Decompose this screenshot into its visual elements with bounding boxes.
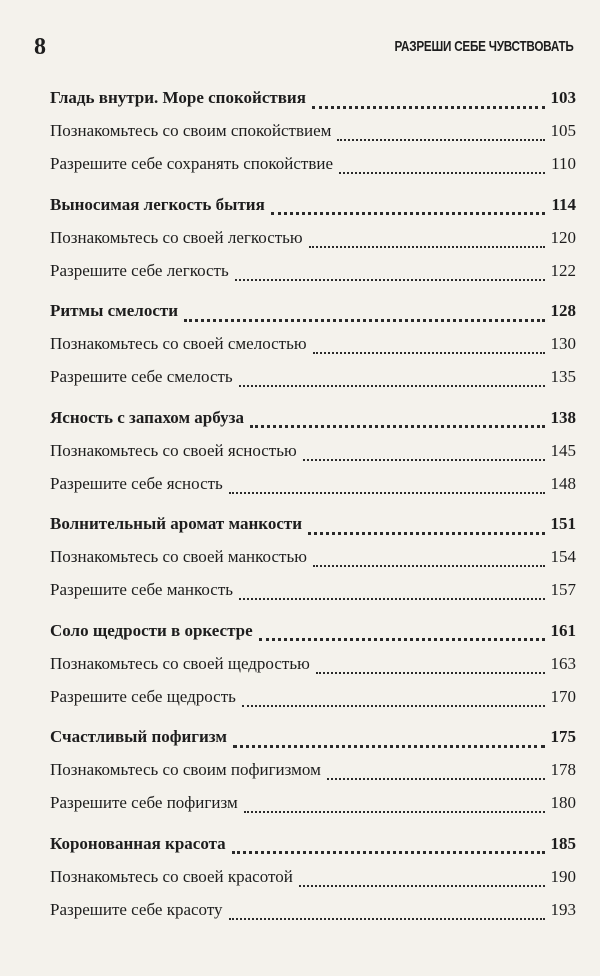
toc-entry-title: Разрешите себе сохранять спокойствие (50, 154, 333, 173)
toc-page-number: 178 (550, 760, 576, 779)
toc-section-row (50, 121, 576, 147)
toc-entry-title: Познакомьтесь со своей красотой (50, 866, 293, 886)
toc-page-number: 175 (550, 727, 576, 746)
toc-page-number: 190 (550, 866, 576, 886)
toc-page-number: 157 (550, 580, 576, 599)
toc-page-number: 105 (550, 121, 576, 140)
toc-entry-title: Познакомьтесь со своей манкостью (50, 547, 307, 566)
dot-leader (299, 885, 545, 887)
toc-section-row (50, 228, 576, 254)
toc-entry-title: Волнительный аромат манкости (50, 514, 303, 533)
toc-chapter-row (50, 88, 576, 114)
dot-leader (184, 319, 544, 322)
toc-entry-title: Разрешите себе пофигизм (50, 793, 238, 812)
dot-leader (316, 672, 545, 674)
dot-leader (271, 212, 546, 215)
toc-page-number: 120 (550, 227, 576, 247)
toc-entry-title: Соло щедрости в оркестре (50, 620, 253, 640)
dot-leader (337, 139, 544, 141)
toc-chapter-row (50, 727, 576, 753)
toc-entry-title: Разрешите себе ясность (50, 473, 223, 493)
toc-page-number: 163 (550, 653, 576, 673)
dot-leader (229, 918, 545, 920)
dot-leader (235, 279, 545, 281)
toc-section-row (50, 867, 576, 893)
toc-entry-title: Разрешите себе легкость (50, 260, 229, 280)
toc-entry-title: Разрешите себе красоту (50, 899, 223, 919)
toc-section-row (50, 793, 576, 819)
toc-entry-title: Разрешите себе смелость (50, 367, 233, 386)
dot-leader (303, 459, 545, 461)
toc-section-row (50, 334, 576, 360)
toc-page-number: 145 (550, 440, 576, 460)
toc-entry-title: Познакомьтесь со своим пофигизмом (50, 760, 321, 779)
toc-chapter-row (50, 195, 576, 221)
toc-section-row (50, 687, 576, 713)
toc-section-row (50, 760, 576, 786)
dot-leader (242, 705, 545, 707)
toc-page-number: 103 (550, 88, 576, 107)
toc-chapter-row (50, 301, 576, 327)
toc-chapter-row (50, 834, 576, 860)
toc-page-number: 110 (551, 154, 576, 173)
toc-page-number: 180 (550, 793, 576, 812)
dot-leader (339, 172, 545, 174)
toc-entry-title: Познакомьтесь со своей щедростью (50, 653, 310, 673)
toc-entry-title: Счастливый пофигизм (50, 727, 227, 746)
toc-section-row (50, 900, 576, 926)
toc-entry-title: Разрешите себе манкость (50, 580, 234, 599)
toc-entry-title: Коронованная красота (50, 833, 226, 853)
dot-leader (233, 745, 545, 748)
toc-section-row (50, 474, 576, 500)
toc-entry-title: Познакомьтесь со своим спокойствием (50, 121, 332, 140)
toc-page-number: 170 (550, 686, 576, 706)
toc-page-number: 130 (550, 334, 576, 353)
toc-chapter-row (50, 621, 576, 647)
dot-leader (313, 565, 545, 567)
toc-section-row (50, 580, 576, 606)
page-number: 8 (34, 34, 46, 60)
toc-page-number: 135 (550, 367, 576, 386)
dot-leader (229, 492, 545, 494)
dot-leader (244, 811, 545, 813)
toc-section-row (50, 654, 576, 680)
toc-section-row (50, 547, 576, 573)
toc-page-number: 138 (550, 407, 576, 427)
dot-leader (239, 598, 544, 600)
dot-leader (309, 246, 545, 248)
toc-section-row (50, 261, 576, 287)
toc-entry-title: Гладь внутри. Море спокойствия (50, 88, 306, 107)
toc-page-number: 151 (550, 514, 576, 533)
toc-page-number: 193 (550, 899, 576, 919)
toc-section-row (50, 441, 576, 467)
toc-page-number: 128 (550, 301, 576, 320)
toc-entry-title: Ясность с запахом арбуза (50, 407, 244, 427)
running-head: РАЗРЕШИ СЕБЕ ЧУВСТВОВАТЬ (394, 38, 574, 55)
toc-section-row (50, 367, 576, 393)
toc-entry-title: Познакомьтесь со своей смелостью (50, 334, 307, 353)
dot-leader (313, 352, 545, 354)
toc-section-row (50, 154, 576, 180)
dot-leader (327, 778, 545, 780)
dot-leader (232, 851, 545, 854)
toc-entry-title: Познакомьтесь со своей легкостью (50, 227, 303, 247)
toc-entry-title: Ритмы смелости (50, 301, 179, 320)
toc-entry-title: Разрешите себе щедрость (50, 686, 236, 706)
dot-leader (308, 532, 544, 535)
toc-entry-title: Познакомьтесь со своей ясностью (50, 440, 297, 460)
dot-leader (250, 425, 545, 428)
toc-page-number: 122 (550, 260, 576, 280)
dot-leader (259, 638, 545, 641)
toc-page-number: 161 (550, 620, 576, 640)
toc-entry-title: Выносимая легкость бытия (50, 194, 265, 214)
toc-page-number: 154 (550, 547, 576, 566)
toc-chapter-row (50, 408, 576, 434)
dot-leader (312, 106, 545, 109)
dot-leader (239, 385, 545, 387)
toc-chapter-row (50, 514, 576, 540)
toc-page-number: 148 (550, 473, 576, 493)
toc-page-number: 185 (550, 833, 576, 853)
toc-page-number: 114 (551, 194, 576, 214)
